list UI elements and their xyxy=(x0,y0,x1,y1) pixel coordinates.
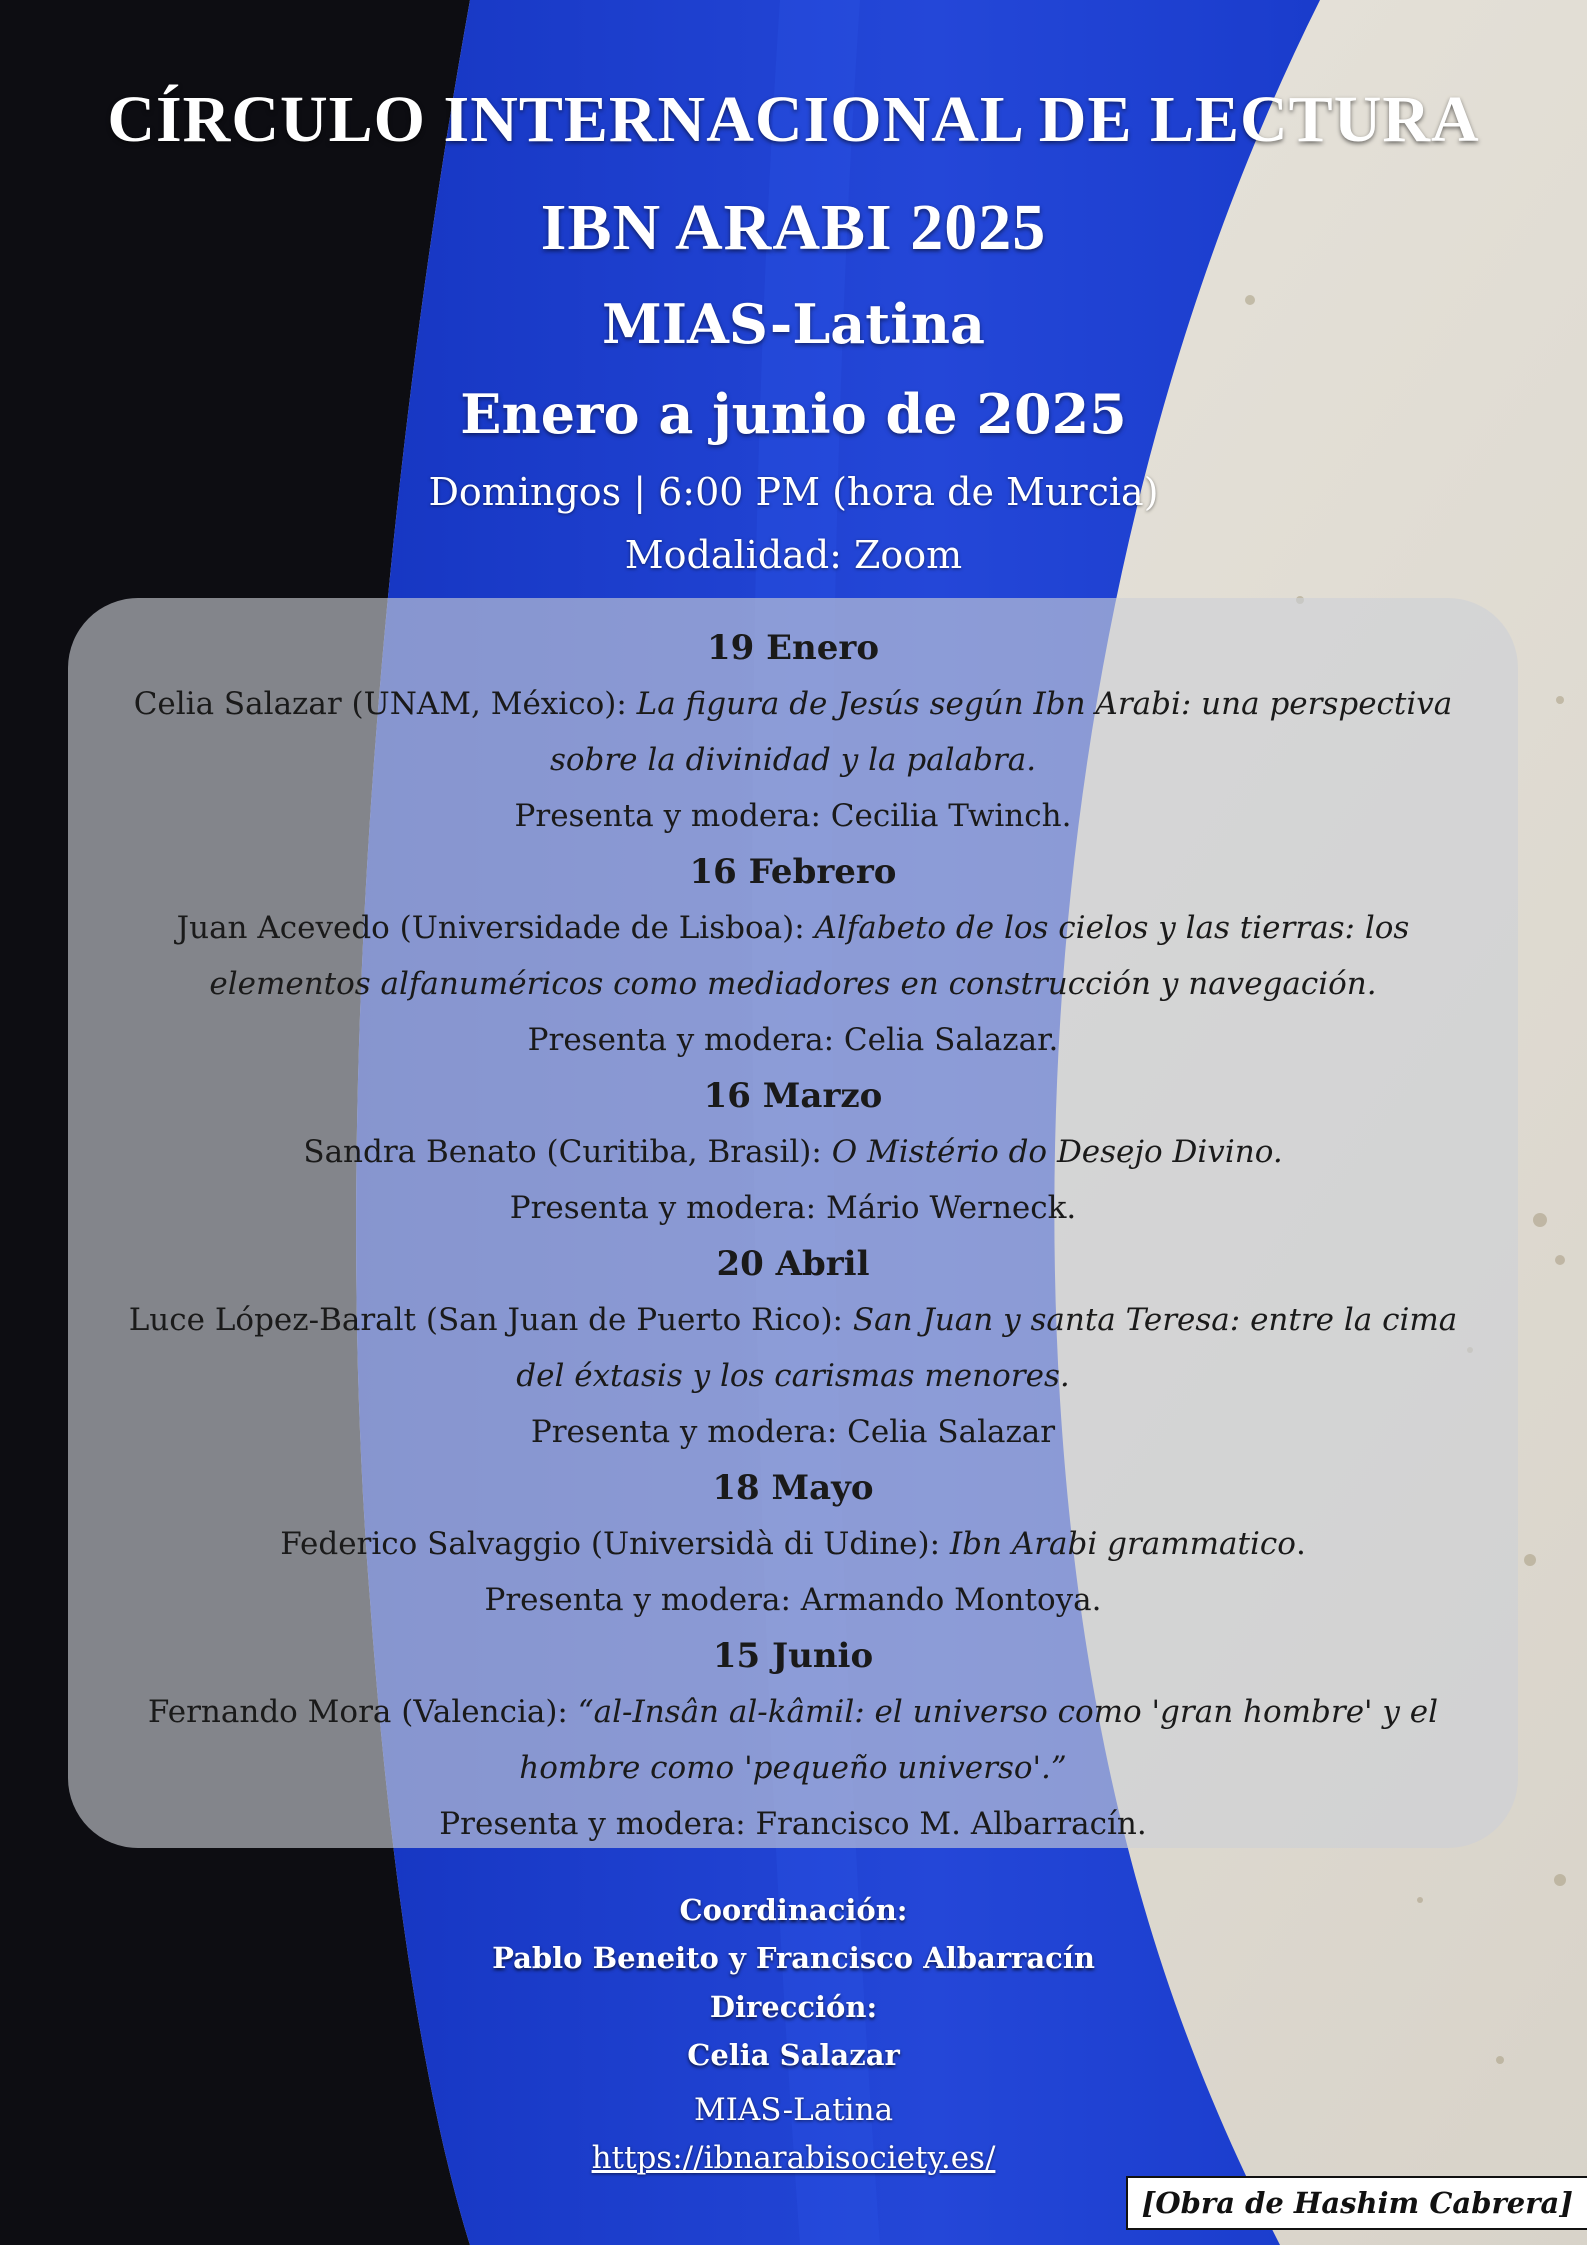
session-date: 18 Mayo xyxy=(712,1468,874,1508)
session-item xyxy=(68,1236,1518,1460)
session-item xyxy=(68,620,1518,844)
session-item xyxy=(68,1068,1518,1236)
session-talk xyxy=(68,1292,1518,1404)
artwork-credit: [Obra de Hashim Cabrera] xyxy=(1126,2176,1587,2230)
session-date: 15 Junio xyxy=(712,1636,874,1676)
session-date: 19 Enero xyxy=(706,628,879,668)
schedule-time: Domingos | 6:00 PM (hora de Murcia) xyxy=(428,470,1159,514)
session-item xyxy=(68,1628,1518,1852)
session-moderator: Presenta y modera: Celia Salazar. xyxy=(527,1022,1059,1058)
date-range-heading: Enero a junio de 2025 xyxy=(460,382,1127,446)
session-moderator: Presenta y modera: Celia Salazar xyxy=(530,1414,1056,1450)
website-link-wrap xyxy=(0,2140,1587,2176)
session-title: San Juan y santa Teresa: entre la cima del éxtasis y los carismas menores. xyxy=(516,1302,1458,1394)
session-talk xyxy=(68,900,1518,1012)
session-speaker: Sandra Benato (Curitiba, Brasil): xyxy=(303,1134,832,1170)
session-moderator: Presenta y modera: Armando Montoya. xyxy=(484,1582,1102,1618)
session-speaker: Celia Salazar (UNAM, México): xyxy=(133,686,637,722)
modality: Modalidad: Zoom xyxy=(624,533,963,577)
coordination-label: Coordinación: xyxy=(679,1893,908,1927)
session-moderator: Presenta y modera: Cecilia Twinch. xyxy=(514,798,1072,834)
poster-title-line1: CÍRCULO INTERNACIONAL DE LECTURA xyxy=(107,83,1480,156)
session-talk: Federico Salvaggio (Universidà di Udine): Ibn Arabi grammatico. xyxy=(280,1526,1306,1562)
schedule-list xyxy=(68,620,1518,1852)
session-talk xyxy=(68,676,1518,788)
footer-organization: MIAS-Latina xyxy=(693,2092,894,2128)
poster-title-line2: IBN ARABI 2025 xyxy=(540,191,1047,264)
session-title: Ibn Arabi grammatico xyxy=(949,1526,1296,1562)
session-date: 16 Marzo xyxy=(703,1076,883,1116)
session-speaker: Fernando Mora (Valencia): xyxy=(147,1694,578,1730)
session-talk xyxy=(68,1684,1518,1796)
session-date: 16 Febrero xyxy=(689,852,897,892)
session-title: “al-Insân al-kâmil: el universo como 'gran hombre' y el hombre como 'pequeño universo'.” xyxy=(519,1694,1439,1786)
session-speaker: Juan Acevedo (Universidade de Lisboa): xyxy=(176,910,815,946)
direction-name: Celia Salazar xyxy=(687,2038,900,2072)
direction-label: Dirección: xyxy=(709,1990,878,2024)
session-title: O Mistério do Desejo Divino. xyxy=(831,1134,1283,1170)
session-item xyxy=(68,1460,1518,1628)
session-title: La figura de Jesús según Ibn Arabi: una perspectiva sobre la divinidad y la palabra. xyxy=(549,686,1453,778)
session-item xyxy=(68,844,1518,1068)
session-title: Alfabeto de los cielos y las tierras: los elementos alfanuméricos como mediadores en construcción y navegación. xyxy=(209,910,1410,1002)
session-moderator: Presenta y modera: Mário Werneck. xyxy=(509,1190,1077,1226)
session-date: 20 Abril xyxy=(716,1244,870,1284)
session-speaker: Federico Salvaggio (Universidà di Udine): xyxy=(280,1526,950,1562)
coordination-names: Pablo Beneito y Francisco Albarracín xyxy=(492,1941,1095,1975)
organization-heading: MIAS-Latina xyxy=(602,292,985,356)
website-link[interactable]: https://ibnarabisociety.es/ xyxy=(591,2140,996,2176)
session-moderator: Presenta y modera: Francisco M. Albarracín. xyxy=(439,1806,1147,1842)
session-talk xyxy=(68,1124,1518,1180)
session-speaker: Luce López-Baralt (San Juan de Puerto Rico): xyxy=(128,1302,853,1338)
